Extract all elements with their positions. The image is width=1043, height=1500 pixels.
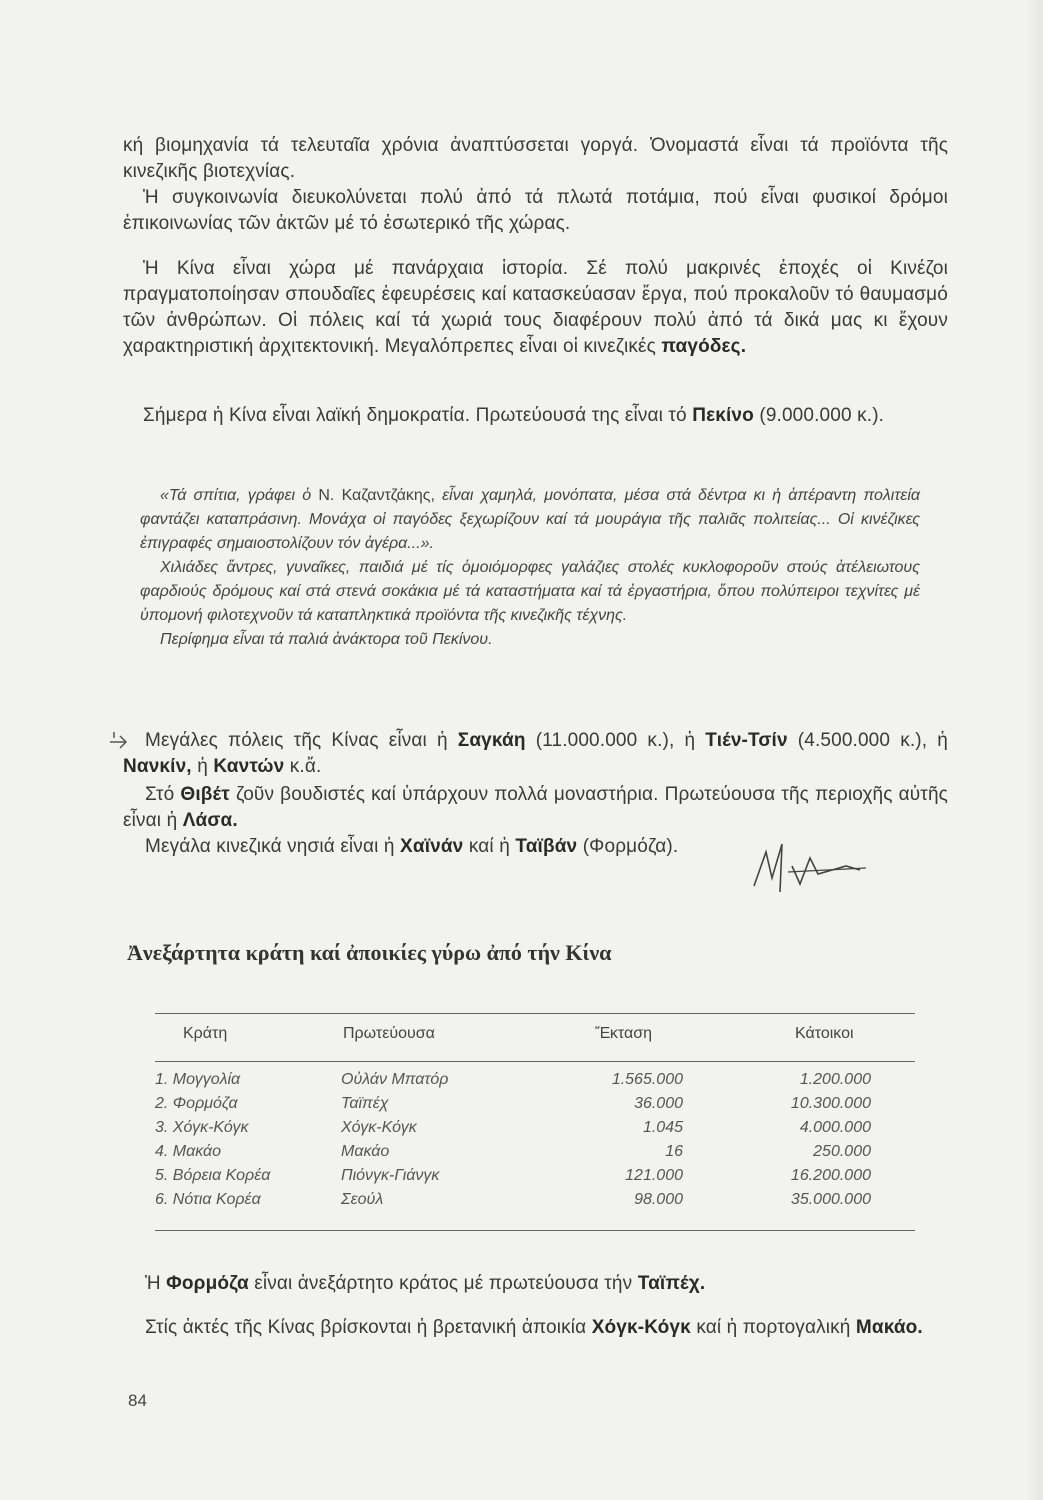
capital-bold-beijing: Πεκίνο [692, 405, 754, 426]
cities-text-1: Μεγάλες πόλεις τῆς Κίνας εἶναι ἡ [145, 730, 448, 751]
cell-capital: Πιόνγκ-Γιάνγκ [341, 1167, 440, 1184]
cell-population: 4.000.000 [799, 1119, 871, 1136]
colonies-text-2: καί ἡ πορτογαλική [696, 1317, 851, 1338]
intro-line-2: Ἡ συγκοινωνία διευκολύνεται πολύ ἀπό τά πλωτά ποτάμια, πού εἶναι φυσικοί δρόμοι ἐπικοινωνίας τῶν ἀκτῶν μέ τό ἐσωτερικό τῆς χώρας. [123, 187, 948, 234]
hongkong-bold: Χόγκ-Κόγκ [591, 1317, 691, 1338]
capital-paragraph [123, 403, 948, 429]
cell-area: 121.000 [625, 1167, 683, 1184]
formosa-text-2: εἶναι ἀνεξάρτητο κράτος μέ πρωτεύουσα τήν [254, 1273, 633, 1294]
cell-capital: Οὐλάν Μπατόρ [341, 1071, 449, 1088]
taiwan-bold: Ταϊβάν [515, 836, 578, 857]
header-states: Κράτη [183, 1025, 228, 1042]
cell-population: 16.200.000 [790, 1167, 871, 1184]
city-nanjing: Νανκίν, [123, 756, 192, 777]
tibet-bold: Θιβέτ [180, 784, 230, 805]
cell-population: 10.300.000 [790, 1095, 871, 1112]
city-shanghai: Σαγκάη [457, 730, 526, 751]
cities-text-3: (4.500.000 κ.), ἡ [797, 730, 948, 751]
hainan-bold: Χαϊνάν [400, 836, 464, 857]
table-row [155, 1143, 915, 1167]
intro-paragraph [123, 133, 948, 237]
page-edge [1025, 0, 1043, 1500]
table-row [155, 1167, 915, 1191]
header-area: Ἔκταση [595, 1025, 652, 1042]
cities-text-4: ἡ [197, 756, 208, 777]
cell-state: 1. Μογγολία [155, 1071, 241, 1088]
cell-capital: Ταϊπέχ [341, 1095, 389, 1112]
history-text: Ἡ Κίνα εἶναι χώρα μέ πανάρχαια ἱστορία. Σέ πολύ μακρινές ἐποχές οἱ Κινέζοι πραγματοποίησαν σπουδαῖες ἐφευρέσεις καί κατασκεύασαν ἔργα, πού προκαλοῦν τό θαυμασμό τῶν ἀνθρώπων. Οἱ πόλεις καί τά χωριά τους διαφέρουν πολύ ἀπό τά δικά μας κι ἔχουν χαρακτηριστική ἀρχιτεκτονική. Μεγαλόπρεπες εἶναι οἱ κινεζικές [123, 258, 948, 357]
tibet-paragraph [123, 782, 948, 834]
cities-text-2: (11.000.000 κ.), ἡ [535, 730, 696, 751]
quote-paragraph-3: Περίφημα εἶναι τά παλιά ἀνάκτορα τοῦ Πεκίνου. [160, 631, 493, 648]
taipei-bold: Ταϊπέχ. [637, 1273, 706, 1294]
cell-state: 4. Μακάο [155, 1143, 222, 1160]
kazantzakis-quote [140, 484, 920, 652]
section-title: Ἀνεξάρτητα κράτη καί ἀποικίες γύρω ἀπό τήν Κίνα [127, 940, 612, 965]
colonies-paragraph [123, 1315, 948, 1341]
table-row [155, 1191, 915, 1215]
cell-state: 2. Φορμόζα [155, 1095, 238, 1112]
table-top-rule [155, 1013, 915, 1014]
history-paragraph [123, 256, 948, 360]
table-header-rule [155, 1061, 915, 1062]
cell-population: 250.000 [813, 1143, 871, 1160]
colonies-text-1: Στίς ἀκτές τῆς Κίνας βρίσκονται ἡ βρετανική ἀποικία [145, 1317, 587, 1338]
cell-population: 35.000.000 [790, 1191, 871, 1208]
intro-line-1: κή βιομηχανία τά τελευταῖα χρόνια ἀναπτύσσεται γοργά. Ὀνομαστά εἶναι τά προϊόντα τῆς κινεζικῆς βιοτεχνίας. [123, 135, 948, 182]
cell-capital: Χόγκ-Κόγκ [341, 1119, 417, 1136]
cell-capital: Μακάο [341, 1143, 390, 1160]
cell-area: 98.000 [634, 1191, 683, 1208]
cell-state: 3. Χόγκ-Κόγκ [155, 1119, 249, 1136]
cell-capital: Σεούλ [341, 1191, 384, 1208]
header-capital: Πρωτεύουσα [343, 1025, 435, 1042]
table-bottom-rule [155, 1230, 915, 1231]
table-row [155, 1095, 915, 1119]
cell-area: 1.565.000 [611, 1071, 683, 1088]
cell-state: 5. Βόρεια Κορέα [155, 1167, 271, 1184]
islands-text-1: Μεγάλα κινεζικά νησιά εἶναι ἡ [145, 836, 395, 857]
formosa-text-1: Ἡ [145, 1273, 161, 1294]
tibet-text-2: ζοῦν βουδιστές καί ὑπάρχουν πολλά μοναστήρια. Πρωτεύουσα τῆς περιοχῆς αὐτῆς εἶναι ἡ [123, 784, 948, 831]
city-canton: Καντών [213, 756, 285, 777]
page-number: 84 [128, 1391, 147, 1410]
formosa-bold: Φορμόζα [166, 1273, 249, 1294]
formosa-paragraph [127, 1271, 952, 1297]
header-population: Κάτοικοι [795, 1025, 854, 1042]
macau-bold: Μακάο. [855, 1317, 923, 1338]
table-row [155, 1071, 915, 1095]
cell-area: 36.000 [634, 1095, 683, 1112]
city-tianjin: Τιέν-Τσίν [705, 730, 788, 751]
cities-paragraph [123, 728, 948, 780]
capital-tail: (9.000.000 κ.). [759, 405, 885, 426]
islands-text-3: (Φορμόζα). [582, 836, 679, 857]
quote-paragraph-2: Χιλιάδες ἄντρες, γυναῖκες, παιδιά μέ τίς ὁμοιόμορφες γαλάζιες στολές κυκλοφοροῦν στούς ἀτέλειωτους φαρδιούς δρόμους καί στά στενά σοκάκια μέ τά καταστήματα καί τά ἐργαστήρια, ὅπου πολύπειροι τεχνίτες μέ ὑπομονή φιλοτεχνοῦν τά καταπληκτικά προϊόντα τῆς κινεζικῆς τέχνης. [140, 559, 920, 624]
handwritten-signature [748, 838, 878, 903]
quote-rest: εἶναι χαμηλά, μονόπατα, μέσα στά δέντρα κι ἡ ἀπέραντη πολιτεία φαντάζει καταπράσινη. Μονάχα οἱ παγόδες ξεχωρίζουν καί τά μουράγια τῆς παλιᾶς πολιτείας... Οἱ κινέζικες ἐπιγραφές σημαιοστολίζουν τόν ἀγέρα...». [140, 487, 921, 552]
capital-text: Σήμερα ἡ Κίνα εἶναι λαϊκή δημοκρατία. Πρωτεύουσά της εἶναι τό [143, 405, 687, 426]
cell-area: 16 [665, 1143, 683, 1160]
cities-text-5: κ.ἄ. [289, 756, 322, 777]
history-bold-pagodas: παγόδες. [661, 336, 747, 357]
islands-text-2: καί ἡ [468, 836, 510, 857]
cell-population: 1.200.000 [799, 1071, 871, 1088]
quote-author: Ν. Καζαντζάκης, [318, 487, 435, 504]
cell-area: 1.045 [642, 1119, 683, 1136]
tibet-text-1: Στό [145, 784, 175, 805]
table-row [155, 1119, 915, 1143]
quote-open: «Τά σπίτια, γράφει ὁ [160, 487, 312, 504]
cell-state: 6. Νότια Κορέα [155, 1191, 261, 1208]
lhasa-bold: Λάσα. [182, 810, 238, 831]
